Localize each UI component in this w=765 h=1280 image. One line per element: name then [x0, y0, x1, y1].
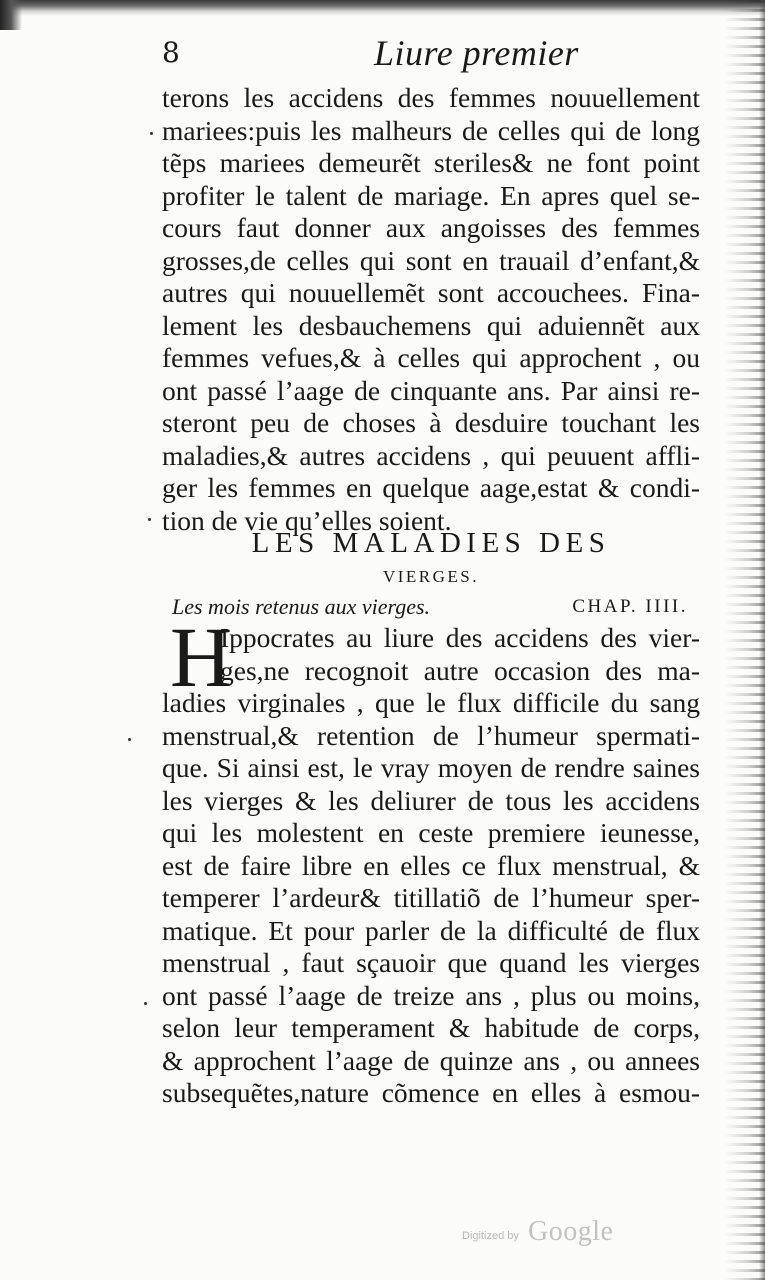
text-line: menstrual,& retention de l’humeur spermati-: [162, 719, 700, 751]
text-line: matique. Et pour parler de la difficulté de flux: [162, 914, 700, 946]
text-line: mariees:puis les malheurs de celles qui de long: [162, 114, 700, 146]
text-line: grosses,de celles qui sont en trauail d’enfant,&: [162, 244, 700, 276]
text-line: maladies,& autres accidens , qui peuuent affli-: [162, 439, 700, 471]
text-line: tion de vie qu’elles soient.: [162, 504, 452, 536]
page-header: [162, 30, 582, 76]
scan-shadow-corner: [0, 0, 22, 30]
drop-cap: H: [170, 609, 233, 705]
text-line: profiter le talent de mariage. En apres quel se-: [162, 179, 700, 211]
text-line: qui les molestent en ceste premiere ieunesse,: [162, 817, 700, 848]
scan-shadow-top: [0, 0, 765, 16]
running-head: Liure premier: [374, 33, 579, 73]
ink-speck: [144, 1002, 147, 1005]
text-line: ont passé l’aage de treize ans , plus ou moins,: [162, 979, 700, 1011]
text-line: que. Si ainsi est, le vray moyen de rendre saines: [162, 752, 700, 783]
chapter-paragraph: [162, 609, 700, 1110]
ink-speck: [148, 518, 151, 521]
text-line: menstrual , faut sçauoir que quand les vierges: [162, 947, 700, 978]
text-line: les vierges & les deliurer de tous les accidens: [162, 784, 700, 816]
ink-speck: [150, 132, 153, 135]
google-logo: Google: [528, 1216, 614, 1247]
text-line: femmes vefues,& à celles qui approchent , ou: [162, 342, 700, 373]
watermark-prefix: Digitized by: [462, 1230, 519, 1242]
drop-cap-indented-lines: [162, 622, 700, 687]
text-line: subsequẽtes,nature cõmence en elles à esmou-: [162, 1077, 700, 1108]
ink-speck: [128, 738, 131, 741]
text-line: & approchent l’aage de quinze ans , ou annees: [162, 1044, 700, 1076]
section-title: LES MALADIES DES: [251, 527, 611, 559]
section-title-continued: VIERGES.: [382, 567, 480, 586]
text-line: cours faut donner aux angoisses des femmes: [162, 212, 700, 243]
text-line: ger les femmes en quelque aage,estat & condi-: [162, 472, 700, 503]
text-line: terons les accidens des femmes nouuellement: [162, 82, 700, 113]
text-line: steront peu de choses à desduire touchant les: [162, 407, 700, 438]
text-line: ladies virginales , que le flux difficile du sang: [162, 687, 700, 718]
text-line: selon leur temperament & habitude de corps,: [162, 1012, 700, 1043]
text-line: est de faire libre en elles ce flux menstrual, &: [162, 849, 700, 881]
text-line: autres qui nouuellemẽt sont accouchees. Fina-: [162, 277, 700, 308]
text-line: ges,ne recognoit autre occasion des ma-: [220, 654, 700, 686]
text-line: Ippocrates au liure des accidens des vier-: [220, 622, 700, 653]
text-line: ont passé l’aage de cinquante ans. Par ainsi re-: [162, 374, 700, 406]
chapter-heading: [172, 592, 688, 622]
scan-shadow-right: [759, 0, 765, 1280]
text-line: tẽps mariees demeurẽt steriles& ne font point: [162, 147, 700, 178]
text-line: lement les desbauchemens qui aduiennẽt aux: [162, 309, 700, 341]
intro-paragraph: [162, 82, 700, 537]
digitized-by-watermark: [462, 1216, 662, 1252]
chapter-subtitle: Les mois retenus aux vierges.: [172, 594, 431, 619]
page-number: 8: [162, 36, 180, 69]
text-line: temperer l’ardeur& titillatiõ de l’humeur sper-: [162, 882, 700, 913]
chapter-number: CHAP. IIII.: [572, 596, 688, 617]
